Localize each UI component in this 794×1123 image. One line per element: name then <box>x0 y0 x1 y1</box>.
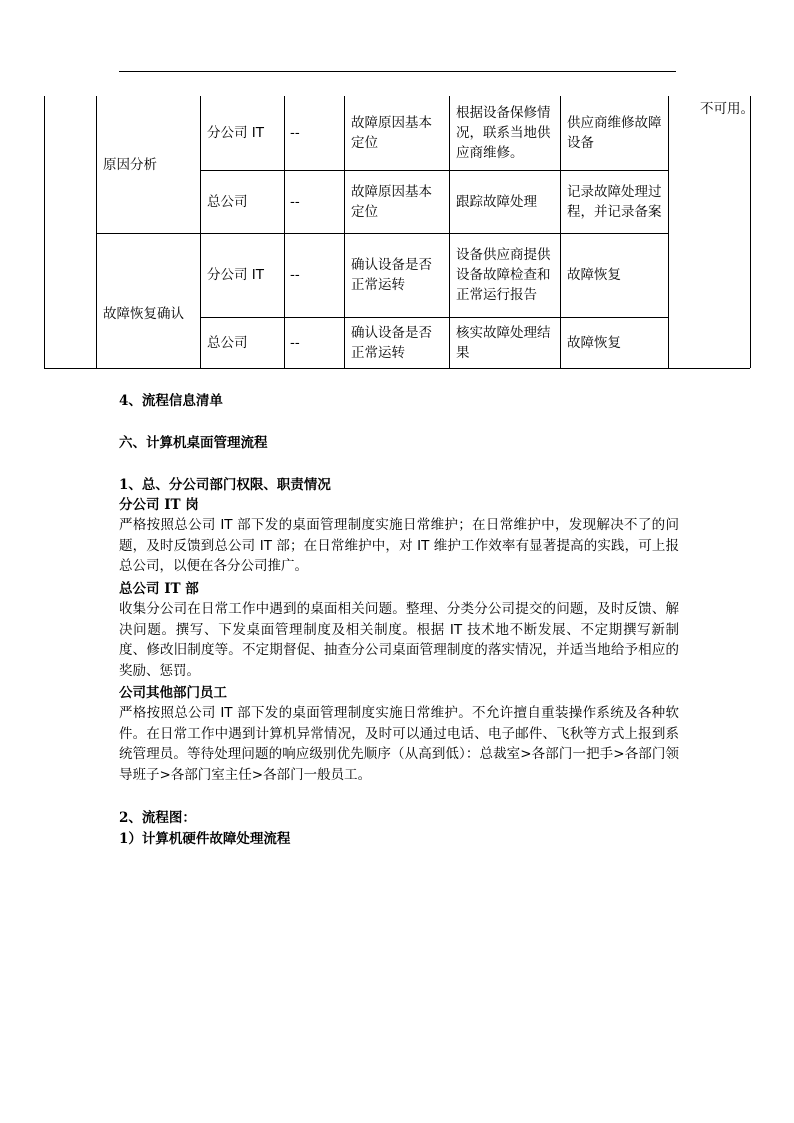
role-branch-it: 分公司 IT 岗 <box>119 497 199 513</box>
cell-text: 供应商维修故障设备 <box>567 115 662 151</box>
table-border-right <box>750 96 751 368</box>
table-divider <box>344 96 345 368</box>
dept-label: 分公司 IT <box>207 267 265 283</box>
table-cell <box>290 96 342 170</box>
table-cell <box>290 170 342 233</box>
dept-cell <box>207 233 282 317</box>
table-border-left <box>44 96 45 368</box>
stage-cell <box>103 96 198 233</box>
table-cell <box>567 233 663 317</box>
cell-text: 确认设备是否正常运转 <box>351 324 432 361</box>
cell-text: -- <box>290 125 300 141</box>
cell-text: 记录故障处理过程，并记录备案 <box>567 183 662 220</box>
dept-label: 总公司 <box>207 193 248 210</box>
table-divider <box>668 96 669 368</box>
dept-label: 分公司 IT <box>207 125 265 141</box>
table-cell <box>567 317 663 368</box>
heading-desktop-management: 六、计算机桌面管理流程 <box>119 435 268 451</box>
paragraph-hq-it: 收集分公司在日常工作中遇到的桌面相关问题。整理、分类分公司提交的问题，及时反馈、解决问题。撰写、下发桌面管理制度及相关制度。根据 IT 技术地不断发展、不定期撰写新制度、修改旧制度等。不定期督促、抽查分公司桌面管理制度的落实情况，并适当地给予相应的奖励、惩罚。 <box>119 601 679 679</box>
table-cell <box>351 96 443 170</box>
table-cell <box>456 317 556 368</box>
cell-text: 根据设备保修情况，联系当地供应商维修。 <box>456 105 551 161</box>
responsibility-table <box>0 0 794 380</box>
table-cell <box>351 317 443 368</box>
cell-text: 故障原因基本定位 <box>351 115 432 151</box>
table-cell <box>456 170 556 233</box>
dept-cell <box>207 96 282 170</box>
subheading-hardware-fault-flow: 1）计算机硬件故障处理流程 <box>119 831 291 847</box>
paragraph-branch-it: 严格按照总公司 IT 部下发的桌面管理制度实施日常维护；在日常维护中，发现解决不了的问题，及时反馈到总公司 IT 部；在日常维护中，对 IT 维护工作效率有显著提高的实践，可上报总公司，以便在各分公司推广。 <box>119 517 679 574</box>
stage-cell <box>103 233 198 368</box>
role-other-staff: 公司其他部门员工 <box>119 685 227 701</box>
paragraph-other-staff: 严格按照总公司 IT 部下发的桌面管理制度实施日常维护。不允许擅自重装操作系统及各种软件。在日常工作中遇到计算机异常情况，及时可以通过电话、电子邮件、飞秋等方式上报到系统管理员。等待处理问题的响应级别优先顺序（从高到低）：总裁室>各部门一把手>各部门领导班子>各部门室主任>各部门一般员工。 <box>119 705 679 783</box>
cell-text: 故障恢复 <box>567 267 621 283</box>
table-divider <box>560 96 561 368</box>
dept-cell <box>207 170 282 233</box>
cell-text: 跟踪故障处理 <box>456 193 537 210</box>
table-divider <box>96 96 97 368</box>
table-divider <box>449 96 450 368</box>
table-border-bottom <box>44 368 750 369</box>
heading-process-info: 4、流程信息清单 <box>119 393 223 409</box>
overflow-note: 不可用。 <box>700 101 754 117</box>
subheading-flowchart: 2、流程图： <box>119 810 196 826</box>
cell-text: 核实故障处理结果 <box>456 324 551 361</box>
table-cell <box>567 170 663 233</box>
role-hq-it: 总公司 IT 部 <box>119 581 199 597</box>
table-divider <box>284 96 285 368</box>
cell-text: 确认设备是否正常运转 <box>351 257 432 293</box>
table-cell <box>351 233 443 317</box>
table-cell <box>290 233 342 317</box>
table-divider <box>200 96 201 368</box>
cell-text: -- <box>290 334 300 351</box>
table-cell <box>351 170 443 233</box>
stage-label: 故障恢复确认 <box>103 305 184 322</box>
table-cell <box>456 96 556 170</box>
table-cell <box>290 317 342 368</box>
table-cell <box>567 96 663 170</box>
cell-text: 设备供应商提供设备故障检查和正常运行报告 <box>456 247 551 303</box>
stage-label: 原因分析 <box>103 156 157 173</box>
cell-text: 故障恢复 <box>567 334 621 351</box>
cell-text: -- <box>290 193 300 210</box>
dept-label: 总公司 <box>207 334 248 351</box>
cell-text: -- <box>290 267 300 283</box>
dept-cell <box>207 317 282 368</box>
table-cell <box>456 233 556 317</box>
subheading-responsibilities: 1、总、分公司部门权限、职责情况 <box>119 477 331 493</box>
cell-text: 故障原因基本定位 <box>351 183 432 220</box>
